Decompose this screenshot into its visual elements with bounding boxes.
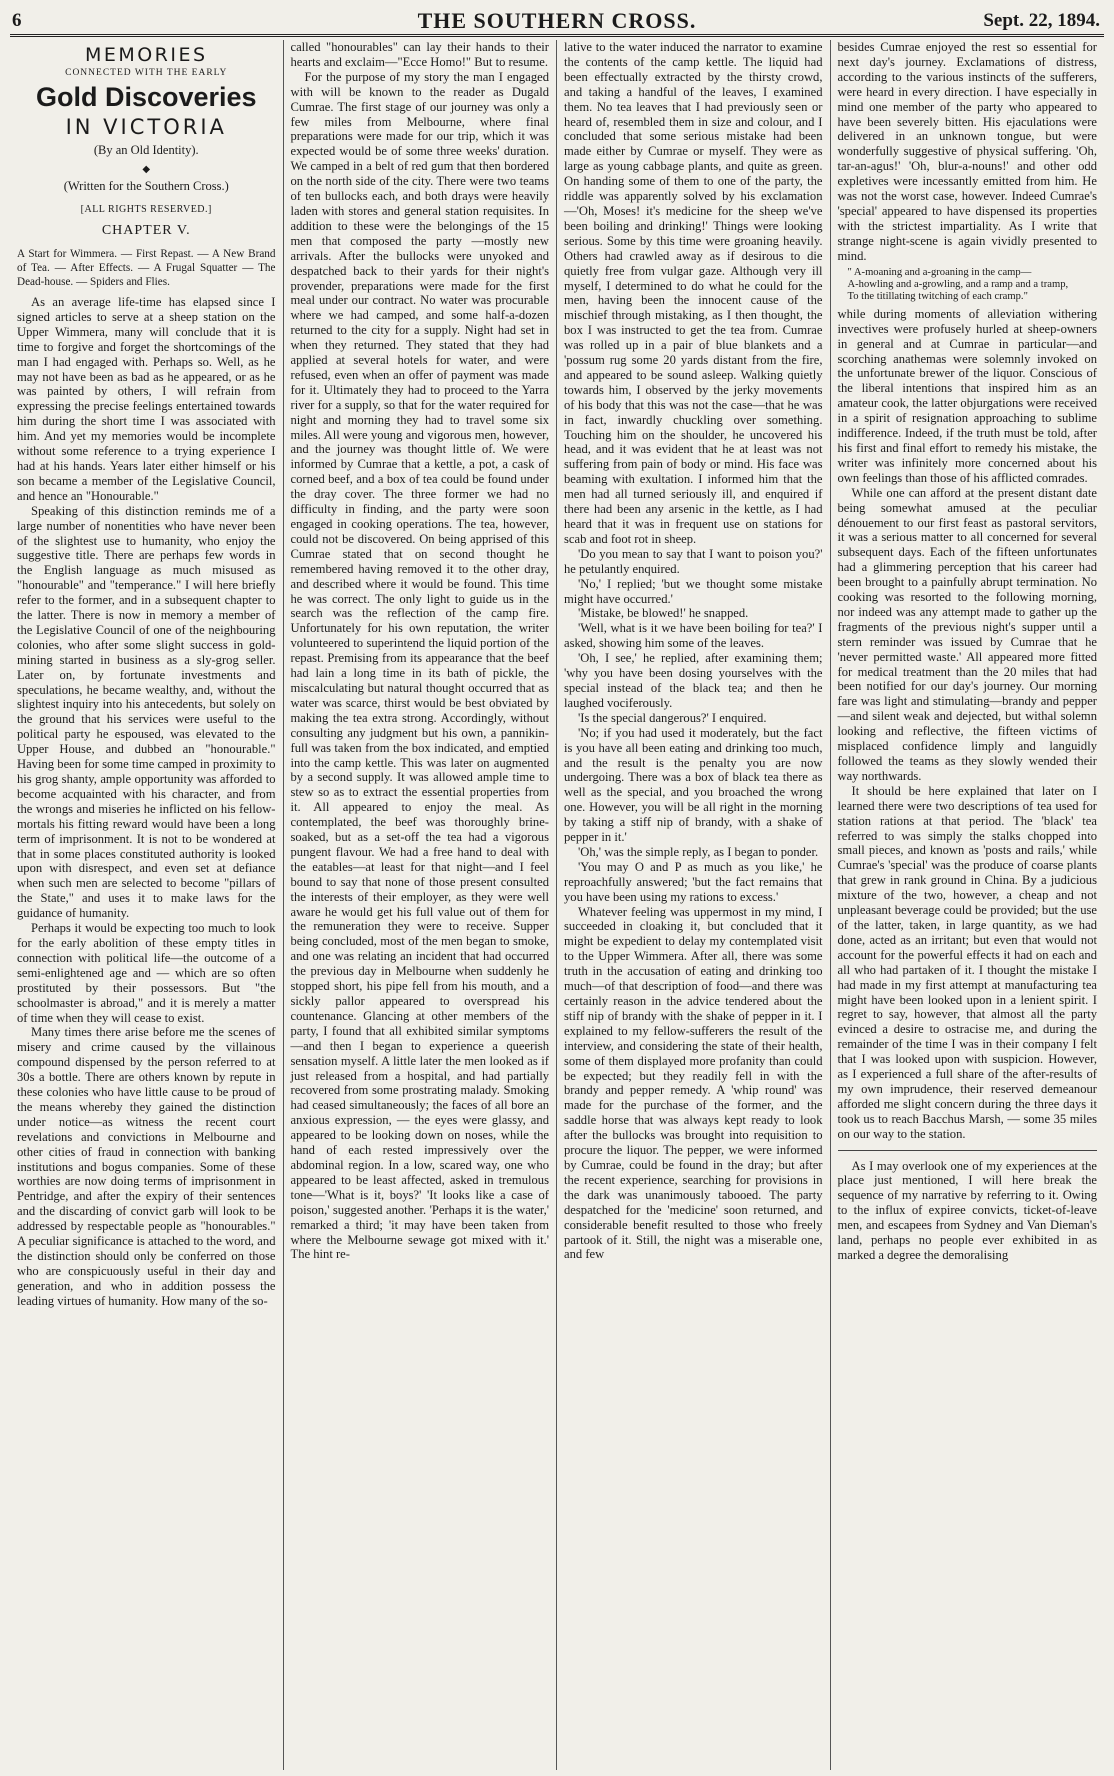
paragraph: called "honourables" can lay their hands to their hearts and exclaim—"Ecce Homo!" But to resume. xyxy=(290,40,549,69)
paragraph: 'No; if you had used it moderately, but the fact is you have all been eating and drinking too much, and the result is the penalty you are now undergoing. There was a box of black tea there as well as the special, and you broached the wrong one. However, you will be all right in the morning by taking a stiff nip of brandy, with a shake of pepper in it.' xyxy=(564,725,823,845)
paragraph: 'Oh,' was the simple reply, as I began to ponder. xyxy=(578,844,819,859)
paragraph: As I may overlook one of my experiences at the place just mentioned, I will here break the sequence of my narrative by referring to it. Owing to the influx of expiree convicts, ticket-of-leave men, and escapees from Sydney and Van Dieman's land, perhaps no people ever exhibited in as marked a degree the demoralising xyxy=(837,1158,1097,1262)
newspaper-title: THE SOUTHERN CROSS. xyxy=(417,8,697,33)
masthead xyxy=(10,8,1104,37)
paragraph: While one can afford at the present distant date being somewhat amused at the peculiar dénouement to our first feast as pastoral servitors, it was a serious matter to all concerned for several subsequent days. Each of the fifteen unfortunates had a glimmering perception that his career had been brought to a painfully abrupt termination. No cooking was resorted to the following morning, nor indeed was any attempt made to gather up the fragments of the previous night's supper until a stern reminder was issued by Cumrae that he 'never permitted waste.' All appeared more fitted for medical treatment than the 20 miles that had been notified for our day's journey. Our morning fare was light and stimulating—brandy and pepper—and silent weak and dejected, but withal solemn looking and reflective, the fifteen victims of misplaced confidence limply and languidly followed the teams as they slowly wended their way northwards. xyxy=(837,485,1097,783)
column-4 xyxy=(831,40,1105,1770)
written-for-note: (Written for the Southern Cross.) xyxy=(63,179,229,193)
headline-memories: MEMORIES xyxy=(84,44,208,66)
rights-reserved: [ALL RIGHTS RESERVED.] xyxy=(80,204,212,215)
column-2 xyxy=(284,40,558,1770)
diamond-ornament-icon: ◆ xyxy=(142,164,151,175)
paragraph: 'You may O and P as much as you like,' he reproachfully answered; 'but the fact remains that you have been using my rations to excess.' xyxy=(564,859,823,904)
chapter-synopsis: A Start for Wimmera. — First Repast. — A New Brand of Tea. — After Effects. — A Frugal Squatter — The Dead-house. — Spiders and Flies. xyxy=(17,248,276,288)
verse-line: " A-moaning and a-groaning in the camp— xyxy=(847,266,1032,278)
chapter-heading: CHAPTER V. xyxy=(101,223,191,238)
article-columns xyxy=(10,40,1104,1770)
byline: (By an Old Identity). xyxy=(93,143,199,157)
headline-victoria: IN VICTORIA xyxy=(65,115,227,139)
paragraph: 'No,' I replied; 'but we thought some mistake might have occurred.' xyxy=(564,576,823,606)
paragraph: lative to the water induced the narrator to examine the contents of the camp kettle. The liquid had been effectually extracted by the thirsty crowd, and taking a handful of the leaves, I examined them. No tea leaves that I had previously seen or heard of, resembled them in size and colour, and I concluded that some serious mistake had been made either by Cumrae or myself. They were as large as young cabbage plants, and quite as green. On handing some of them to one of the party, the riddle was apparently solved by his exclamation—'Oh, Moses! it's medicine for the sheep we've been boiling and drinking!' Things were looking serious. Some by this time were groaning heavily. Others had crawled away as if desirous to die quietly free from vulgar gaze. Although very ill myself, I determined to do what he could for the men, having been the innocent cause of the mischief through mistaking, as I then thought, the box I was instructed to get the tea from. Cumrae was rolled up in a pair of blue blankets and a 'possum rug some 20 yards distant from the fire, and appeared to be sound asleep. Walking quietly towards him, I observed by the jerky movements of his body that this was not the case—that he was in fact, inwardly chuckling over something. Touching him on the shoulder, he uncovered his head, and it was evident that he at least was not suffering from pain of body or mind. His face was beaming with exultation. I informed him that the men had all turned seriously ill, and enquired if there had been any arsenic in the kettle, as I had heard that it was in frequent use on stations for scab and foot rot in sheep. xyxy=(564,40,823,546)
paragraph: besides Cumrae enjoyed the rest so essential for next day's journey. Exclamations of distress, according to the various instincts of the sufferers, were heard in every direction. I have especially in mind one member of the party who appeared to have been severely bitten. His ejaculations were delivered in an unknown tongue, but were wonderfully suggestive of physical suffering. 'Oh, tar-an-agus!' 'Oh, blur-a-nouns!' and other odd expletives were incessantly emitted from him. He was not the worst case, however. Indeed Cumrae's 'special' appeared to have dispensed its properties with the strictest impartiality. As I write that strange night-scene is again vividly presented to mind. xyxy=(837,40,1097,263)
issue-date: Sept. 22, 1894. xyxy=(983,10,1100,31)
column-3 xyxy=(557,40,831,1770)
paragraph: As an average life-time has elapsed since I signed articles to serve at a sheep station on the Upper Wimmera, many will conclude that it is time to forgive and forget the shortcomings of the man I had engaged with. Perhaps so. Well, as he may not have been as bad as he appeared, or as he was painted by others, I will refrain from expressing the precise feelings entertained towards him during the short time I was associated with him. And yet my memories would be incomplete without some reference to a trying experience I had at his hands. Years later either himself or his son became a member of the Legislative Council, and hence an "Honourable." xyxy=(17,295,276,503)
paragraph: Perhaps it would be expecting too much to look for the early abolition of these empty titles in connection with political life—the outcome of a semi-enlightened age and — which are so often prostituted by their possessors. But "the schoolmaster is abroad," and it is merely a matter of time when they will cease to exist. xyxy=(17,921,276,1025)
paragraph: 'Is the special dangerous?' I enquired. xyxy=(578,710,767,725)
paragraph: 'Do you mean to say that I want to poison you?' he petulantly enquired. xyxy=(564,546,823,576)
paragraph: It should be here explained that later on I learned there were two descriptions of tea used for station rations at that period. The 'black' tea referred to was simply the stalks chopped into small pieces, and known as 'posts and rails,' while Cumrae's 'special' was the produce of coarse plants that grew in rank ground in China. By a judicious mixture of the two, however, a cheap and not unpleasant beverage could be provided; but the use of the latter, taken, in large quantity, as we had done, acted as an irritant; but even that would not account for the powerful effects it had on each and all who had partaken of it. I thought the mistake I had made in my first attempt at manufacturing tea might have been looked upon in a lenient spirit. I regret to say, however, that almost all the party evinced a desire to ostracise me, and during the remainder of the time I was in their company I felt that I was looked upon with suspicion. However, as I experienced a full share of the after-results of my own imprudence, their reserved demeanour afforded me slight concern during the three days it took us to reach Bacchus Marsh, — some 35 miles on our way to the station. xyxy=(837,783,1097,1141)
verse-line: A-howling and a-growling, and a ramp and a tramp, xyxy=(847,279,1069,290)
section-divider xyxy=(838,1150,1098,1151)
paragraph: Whatever feeling was uppermost in my mind, I succeeded in cloaking it, but concluded that it might be expedient to delay my contemplated visit to the Upper Wimmera. After all, there was some truth in the accusation of eating and drinking too much—of that description of food—and there was certainly reason in the advice tendered about the stiff nip of brandy with the shake of pepper in it. I explained to my fellow-sufferers the result of the interview, and considering the state of their health, some of them displayed more profanity than could be expected; but they readily fell in with the brandy and pepper remedy. A 'whip round' was made for the purchase of the former, and the saddle horse that was always kept ready to look after the bullocks was brought into requisition to procure the liquor. The pepper, we were informed by Cumrae, could be found in the dray; but after the recent experience, searching for provisions in the dark was unanimously tabooed. The party despatched for the 'medicine' soon returned, and considerable benefit resulted to those who freely partook of it. Still, the night was a miserable one, and few xyxy=(564,904,823,1262)
paragraph: For the purpose of my story the man I engaged with will be known to the reader as Dugald Cumrae. The first stage of our journey was only a few miles from Melbourne, where final preparations were made for our trip, which it was expected would be of some three weeks' duration. We camped in a belt of red gum that then bordered on the north side of the city. There were two teams of ten bullocks each, and both drays were heavily laden with stores and general station requisites. In addition to these were the belongings of the 15 men that composed the party —mostly new arrivals. After the bullocks were unyoked and despatched back to their yards for their night's provender, preparations were made for the first meal under our contract. No water was procurable where we had camped, and some half-a-dozen returned to the city for a supply. Night had set in when they returned. They stated that they had applied at several hotels for water, and were refused, even when an offer of payment was made for it. Ultimately they had to proceed to the Yarra river for a supply, so that for the water required for night and morning they had to travel some six miles. All were young and vigorous men, however, and the journey was thought little of. We were informed by Cumrae that a kettle, a pot, a cask of corned beef, and a box of tea could be found under the dray cover. The three former we had no difficulty in finding, and the party were soon engaged in cooking operations. The tea, however, could not be discovered. On being apprised of this Cumrae stated that on second thought he remembered having removed it to the other dray, and described where it would be found. This time he was correct. The only light to guide us in the search was the reflection of the camp fire. Unfortunately for his own reputation, the writer volunteered to superintend the liquid portion of the repast. Premising from its appearance that the beef had lain a long time in its bath of pickle, the miscalculating but natural thought occurred that as water was scarce, thirst would be best obviated by making the tea extra strong. Accordingly, without consulting any judgment but his own, a pannikin-full was taken from the box indicated, and emptied into the camp kettle. This was later on augmented by a second supply. It was allowed ample time to stew so as to extract the essential properties from it. All appeared to enjoy the meal. As contemplated, the beef was thoroughly brine-soaked, but as a set-off the tea had a vigorous pungent flavour. We had a free hand to deal with the eatables—at least for that night—and I feel bound to say that none of those present consulted the interests of their employer, as they were well aware he would get his full value out of them for the remuneration they were to receive. Supper being concluded, most of the men began to smoke, and one was relating an incident that had occurred the previous day in Melbourne when suddenly he stopped short, his pipe fell from his mouth, and a sickly pallor appeared to overspread his countenance. Glancing at other members of the party, I found that all exhibited similar symptoms—and then I began to experience a queerish sensation myself. A little later the men looked as if just released from a hospital, and had partially recovered from some prostrating malady. Smoking had ceased simultaneously; the faces of all bore an anxious expression, — the eyes were glassy, and appeared to be looking down on noses, while the hand of each rested impressively over the abdominal region. In a low, scared way, one who appeared to be least affected, asked in tremulous tone—'What is it, boys?' 'It looks like a case of poison,' suggested another. 'Perhaps it is the water,' remarked a third; 'it may have been taken from where the Melbourne sewage got mixed with it.' The hint re- xyxy=(290,69,549,1262)
verse-quote xyxy=(848,267,1098,304)
paragraph: while during moments of alleviation withering invectives were profusely hurled at sheep-owners in general and at Cumrae in particular—and scorching anathemas were solemnly invoked on the unfortunate brewer of the liquor. Conscious of the liberal intentions that inspired him as an amateur cook, the latter objurgations were received in a spirit of resignation approaching to sublime indifference. Indeed, if the truth must be told, after his first and final effort to remedy his mistake, the writer was infinitely more concerned about his own feelings than those of his afflicted comrades. xyxy=(837,306,1097,485)
paragraph: 'Well, what is it we have been boiling for tea?' I asked, showing him some of the leaves. xyxy=(564,621,823,651)
paragraph: Many times there arise before me the scenes of misery and crime caused by the villainous compound dispensed by the person referred to at 30s a bottle. There are others known by repute in these colonies who have little cause to be proud of the means whereby they gained the distinction under notice—as witness the recent court revelations and convictions in Melbourne and other cities of fraud in connection with banking institutions and bogus companies. Some of these worthies are now doing terms of imprisonment in Pentridge, and after the expiry of their sentences and the discarding of convict garb will look to be addressed by respectable people as "honourables." A peculiar significance is attached to the word, and the distinction should only be conferred on those who are conspicuously useful in their day and generation, and who in addition possess the leading virtues of humanity. How many of the so- xyxy=(17,1025,276,1308)
headline-gold-discoveries: Gold Discoveries xyxy=(35,82,257,112)
paragraph: 'Mistake, be blowed!' he snapped. xyxy=(578,606,749,621)
paragraph: Speaking of this distinction reminds me of a large number of nonentities who have never been of the slightest use to humanity, who enjoy the suggestive title. There are perhaps few words in the English language as much misused as "honourable" and "temperance." I will here briefly refer to the former, and in a subsequent chapter to the latter. There is now in memory a member of the Legislative Council of one of the neighbouring colonies, who after some slight success in gold-mining started in business as a sly-grog seller. Later on, by fortunate investments and speculations, he became wealthy, and, without the slightest inquiry into his antecedents, but solely on the ground that his services were useful to the political party he espoused, was elevated to the Upper House, and dubbed an "honourable." Having been for some time camped in proximity to his grog shanty, ample opportunity was afforded to become acquainted with his character, and from the wrongs and miseries he inflicted on his fellow-mortals his fitting reward would have been a long term of imprisonment. It is not to be wondered at that in some places constituted authority is looked upon with disrespect, and even set at defiance when such men are selected to become "pillars of the State," and uses it to make laws for the guidance of humanity. xyxy=(17,503,276,921)
headline-connected: CONNECTED WITH THE EARLY xyxy=(65,68,228,78)
page-number: 6 xyxy=(12,10,22,31)
column-1 xyxy=(10,40,284,1770)
paragraph: 'Oh, I see,' he replied, after examining them; 'why you have been dosing yourselves with the special instead of the black tea; and then he laughed vociferously. xyxy=(564,651,823,710)
verse-line: To the titillating twitching of each cramp." xyxy=(847,291,1028,303)
